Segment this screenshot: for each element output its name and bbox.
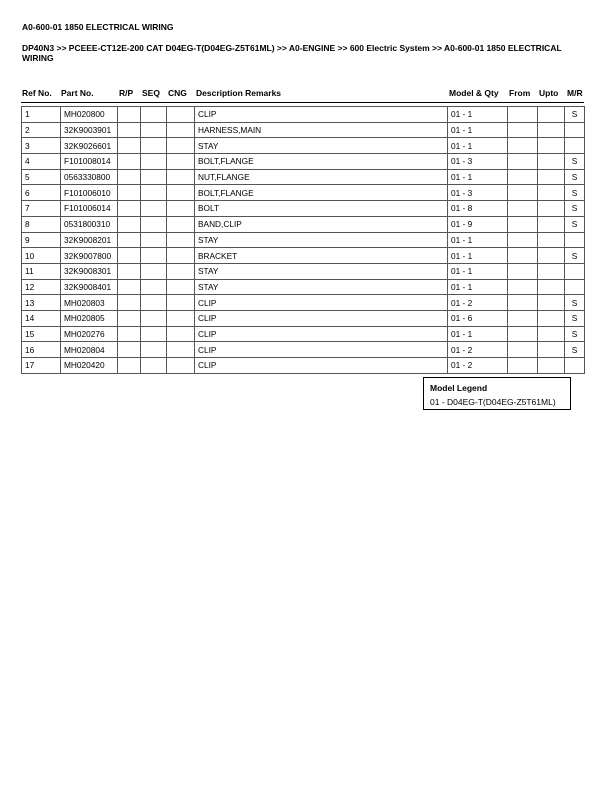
cell-from — [508, 263, 538, 279]
cell-mr: S — [565, 169, 585, 185]
cell-model-qty: 01 - 1 — [448, 107, 508, 123]
cell-upto — [538, 138, 565, 154]
cell-ref-no: 13 — [22, 295, 61, 311]
cell-from — [508, 122, 538, 138]
cell-ref-no: 4 — [22, 154, 61, 170]
cell-part-no: 0563330800 — [61, 169, 118, 185]
cell-upto — [538, 185, 565, 201]
cell-model-qty: 01 - 8 — [448, 201, 508, 217]
parts-table — [21, 106, 585, 374]
cell-part-no: F101006014 — [61, 201, 118, 217]
cell-ref-no: 11 — [22, 263, 61, 279]
cell-upto — [538, 201, 565, 217]
cell-from — [508, 279, 538, 295]
cell-description: CLIP — [195, 107, 448, 123]
cell-from — [508, 185, 538, 201]
cell-part-no: MH020800 — [61, 107, 118, 123]
cell-mr: S — [565, 185, 585, 201]
page-title: A0-600-01 1850 ELECTRICAL WIRING — [22, 22, 174, 32]
table-row — [22, 310, 585, 326]
table-row — [22, 185, 585, 201]
table-row — [22, 122, 585, 138]
cell-ref-no: 7 — [22, 201, 61, 217]
cell-model-qty: 01 - 2 — [448, 358, 508, 374]
cell-model-qty: 01 - 1 — [448, 169, 508, 185]
cell-from — [508, 216, 538, 232]
cell-upto — [538, 326, 565, 342]
cell-seq — [141, 154, 167, 170]
cell-model-qty: 01 - 1 — [448, 263, 508, 279]
cell-model-qty: 01 - 1 — [448, 122, 508, 138]
cell-seq — [141, 358, 167, 374]
cell-mr — [565, 279, 585, 295]
cell-ref-no: 5 — [22, 169, 61, 185]
cell-from — [508, 358, 538, 374]
cell-ref-no: 1 — [22, 107, 61, 123]
cell-ref-no: 15 — [22, 326, 61, 342]
cell-mr: S — [565, 201, 585, 217]
cell-part-no: MH020805 — [61, 310, 118, 326]
cell-rp — [118, 185, 141, 201]
cell-rp — [118, 358, 141, 374]
cell-ref-no: 2 — [22, 122, 61, 138]
cell-model-qty: 01 - 2 — [448, 342, 508, 358]
cell-cng — [167, 342, 195, 358]
cell-seq — [141, 185, 167, 201]
cell-seq — [141, 295, 167, 311]
cell-mr: S — [565, 326, 585, 342]
cell-description: BOLT,FLANGE — [195, 154, 448, 170]
cell-rp — [118, 295, 141, 311]
cell-part-no: 32K9008201 — [61, 232, 118, 248]
cell-cng — [167, 201, 195, 217]
header-mr: M/R — [567, 88, 583, 98]
table-row — [22, 201, 585, 217]
cell-mr — [565, 358, 585, 374]
cell-rp — [118, 248, 141, 264]
cell-model-qty: 01 - 9 — [448, 216, 508, 232]
cell-from — [508, 201, 538, 217]
cell-upto — [538, 232, 565, 248]
cell-rp — [118, 342, 141, 358]
cell-cng — [167, 185, 195, 201]
cell-mr: S — [565, 310, 585, 326]
cell-from — [508, 138, 538, 154]
cell-model-qty: 01 - 1 — [448, 138, 508, 154]
table-row — [22, 358, 585, 374]
cell-cng — [167, 326, 195, 342]
cell-seq — [141, 326, 167, 342]
cell-from — [508, 326, 538, 342]
cell-upto — [538, 310, 565, 326]
table-row — [22, 263, 585, 279]
cell-cng — [167, 263, 195, 279]
cell-description: CLIP — [195, 342, 448, 358]
cell-upto — [538, 279, 565, 295]
cell-cng — [167, 107, 195, 123]
cell-rp — [118, 107, 141, 123]
cell-seq — [141, 232, 167, 248]
table-row — [22, 138, 585, 154]
table-row — [22, 154, 585, 170]
table-row — [22, 342, 585, 358]
header-upto: Upto — [539, 88, 559, 98]
cell-cng — [167, 138, 195, 154]
header-divider — [21, 102, 584, 103]
cell-upto — [538, 295, 565, 311]
cell-model-qty: 01 - 1 — [448, 326, 508, 342]
cell-upto — [538, 169, 565, 185]
cell-from — [508, 310, 538, 326]
cell-seq — [141, 248, 167, 264]
cell-mr — [565, 263, 585, 279]
cell-ref-no: 6 — [22, 185, 61, 201]
header-cng: CNG — [168, 88, 187, 98]
cell-description: STAY — [195, 232, 448, 248]
cell-description: STAY — [195, 138, 448, 154]
cell-description: CLIP — [195, 326, 448, 342]
cell-upto — [538, 342, 565, 358]
cell-cng — [167, 216, 195, 232]
cell-cng — [167, 169, 195, 185]
cell-ref-no: 14 — [22, 310, 61, 326]
cell-description: BRACKET — [195, 248, 448, 264]
cell-rp — [118, 201, 141, 217]
table-row — [22, 279, 585, 295]
cell-from — [508, 107, 538, 123]
cell-cng — [167, 295, 195, 311]
cell-cng — [167, 279, 195, 295]
cell-description: CLIP — [195, 295, 448, 311]
cell-description: BAND,CLIP — [195, 216, 448, 232]
header-description: Description Remarks — [196, 88, 282, 98]
cell-seq — [141, 342, 167, 358]
cell-seq — [141, 263, 167, 279]
cell-mr — [565, 232, 585, 248]
cell-mr: S — [565, 295, 585, 311]
cell-rp — [118, 216, 141, 232]
cell-upto — [538, 122, 565, 138]
cell-seq — [141, 201, 167, 217]
cell-rp — [118, 326, 141, 342]
cell-upto — [538, 107, 565, 123]
cell-upto — [538, 154, 565, 170]
cell-ref-no: 10 — [22, 248, 61, 264]
cell-upto — [538, 248, 565, 264]
table-row — [22, 248, 585, 264]
cell-ref-no: 3 — [22, 138, 61, 154]
cell-part-no: 32K9008301 — [61, 263, 118, 279]
header-ref-no: Ref No. — [22, 88, 52, 98]
cell-rp — [118, 263, 141, 279]
cell-upto — [538, 263, 565, 279]
cell-seq — [141, 169, 167, 185]
breadcrumb: DP40N3 >> PCEEE-CT12E-200 CAT D04EG-T(D04EG-Z5T61ML) >> A0-ENGINE >> 600 Electric System >> A0-600-01 1850 ELECTRICAL WIRING — [22, 43, 562, 63]
cell-mr — [565, 138, 585, 154]
cell-part-no: F101008014 — [61, 154, 118, 170]
cell-mr: S — [565, 154, 585, 170]
cell-part-no: MH020420 — [61, 358, 118, 374]
cell-mr: S — [565, 216, 585, 232]
cell-cng — [167, 154, 195, 170]
table-row — [22, 326, 585, 342]
model-legend-title: Model Legend — [430, 383, 488, 393]
cell-part-no: 0531800310 — [61, 216, 118, 232]
model-legend — [423, 377, 571, 410]
cell-description: STAY — [195, 263, 448, 279]
cell-model-qty: 01 - 3 — [448, 185, 508, 201]
cell-rp — [118, 279, 141, 295]
cell-rp — [118, 122, 141, 138]
cell-from — [508, 154, 538, 170]
cell-part-no: 32K9003901 — [61, 122, 118, 138]
cell-ref-no: 9 — [22, 232, 61, 248]
cell-part-no: MH020804 — [61, 342, 118, 358]
cell-from — [508, 295, 538, 311]
cell-ref-no: 8 — [22, 216, 61, 232]
cell-part-no: 32K9008401 — [61, 279, 118, 295]
table-row — [22, 107, 585, 123]
cell-from — [508, 169, 538, 185]
cell-ref-no: 12 — [22, 279, 61, 295]
table-row — [22, 169, 585, 185]
cell-description: BOLT — [195, 201, 448, 217]
cell-seq — [141, 310, 167, 326]
header-model-qty: Model & Qty — [449, 88, 499, 98]
cell-seq — [141, 279, 167, 295]
table-row — [22, 232, 585, 248]
cell-seq — [141, 122, 167, 138]
cell-description: NUT,FLANGE — [195, 169, 448, 185]
cell-description: CLIP — [195, 358, 448, 374]
cell-part-no: MH020803 — [61, 295, 118, 311]
cell-from — [508, 232, 538, 248]
header-from: From — [509, 88, 531, 98]
cell-rp — [118, 169, 141, 185]
cell-rp — [118, 138, 141, 154]
cell-seq — [141, 107, 167, 123]
table-row — [22, 295, 585, 311]
cell-cng — [167, 248, 195, 264]
cell-mr: S — [565, 248, 585, 264]
cell-model-qty: 01 - 1 — [448, 232, 508, 248]
cell-model-qty: 01 - 6 — [448, 310, 508, 326]
cell-description: CLIP — [195, 310, 448, 326]
model-legend-item: 01 - D04EG-T(D04EG-Z5T61ML) — [430, 397, 556, 407]
cell-mr: S — [565, 107, 585, 123]
cell-ref-no: 17 — [22, 358, 61, 374]
cell-from — [508, 342, 538, 358]
cell-cng — [167, 122, 195, 138]
cell-description: HARNESS,MAIN — [195, 122, 448, 138]
cell-mr: S — [565, 342, 585, 358]
table-header — [0, 88, 612, 100]
header-seq: SEQ — [142, 88, 160, 98]
cell-cng — [167, 232, 195, 248]
cell-rp — [118, 310, 141, 326]
cell-upto — [538, 358, 565, 374]
cell-part-no: MH020276 — [61, 326, 118, 342]
cell-from — [508, 248, 538, 264]
header-rp: R/P — [119, 88, 134, 98]
table-row — [22, 216, 585, 232]
cell-description: STAY — [195, 279, 448, 295]
cell-model-qty: 01 - 1 — [448, 279, 508, 295]
cell-seq — [141, 138, 167, 154]
cell-part-no: F101006010 — [61, 185, 118, 201]
cell-seq — [141, 216, 167, 232]
cell-part-no: 32K9026601 — [61, 138, 118, 154]
cell-mr — [565, 122, 585, 138]
cell-model-qty: 01 - 1 — [448, 248, 508, 264]
cell-upto — [538, 216, 565, 232]
cell-rp — [118, 154, 141, 170]
cell-rp — [118, 232, 141, 248]
cell-cng — [167, 310, 195, 326]
cell-part-no: 32K9007800 — [61, 248, 118, 264]
cell-description: BOLT,FLANGE — [195, 185, 448, 201]
cell-ref-no: 16 — [22, 342, 61, 358]
cell-cng — [167, 358, 195, 374]
cell-model-qty: 01 - 3 — [448, 154, 508, 170]
header-part-no: Part No. — [61, 88, 94, 98]
cell-model-qty: 01 - 2 — [448, 295, 508, 311]
